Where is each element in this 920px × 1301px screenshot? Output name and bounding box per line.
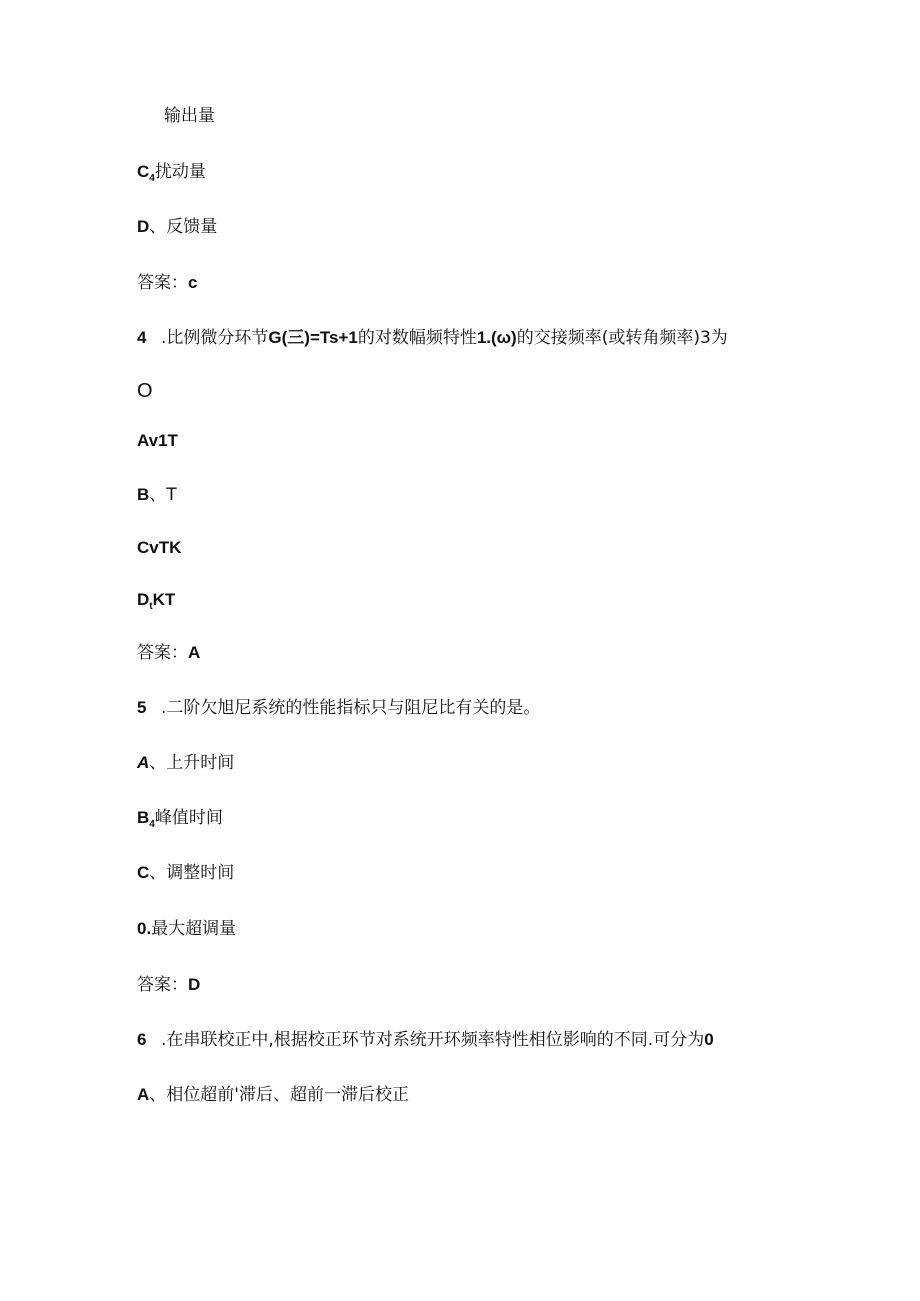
q5-option-a-label: A <box>137 753 150 772</box>
q6-option-a-text: 、相位超前'滞后、超前一滞后校正 <box>149 1085 409 1105</box>
q3-option-c-label: C <box>137 162 150 181</box>
q4-answer <box>137 642 200 664</box>
q3-option-c-text: 扰动量 <box>154 162 206 182</box>
q3-option-c-sub: 4 <box>149 173 155 184</box>
q3-answer <box>137 272 197 294</box>
q6-option-a-label: A <box>137 1085 150 1104</box>
q3-answer-value: c <box>188 273 198 292</box>
q6-stem-text: .在串联校正中,根据校正环节对系统开环频率特性相位影响的不同.可分为 <box>161 1030 705 1050</box>
q5-option-b-sub: 4 <box>149 819 155 830</box>
q3-answer-prefix: 答案： <box>137 273 188 293</box>
q3-option-d-label: D <box>137 217 150 236</box>
q5-option-d-label: 0. <box>137 919 152 938</box>
q5-option-a-text: 、上升时间 <box>149 753 235 773</box>
q5-option-c <box>137 862 234 884</box>
q4-option-c <box>137 537 181 559</box>
q3-option-b <box>164 105 215 127</box>
q5-number: 5 <box>137 698 147 717</box>
q5-option-d <box>137 918 236 940</box>
q5-stem-text: .二阶欠旭尼系统的性能指标只与阻尼比有关的是。 <box>161 698 541 718</box>
q6-number: 6 <box>137 1030 147 1049</box>
q4-option-b <box>137 484 177 506</box>
q3-option-c <box>137 161 206 186</box>
q5-option-d-text: 最大超调量 <box>151 919 237 939</box>
q5-option-b-label: B <box>137 808 150 827</box>
q4-option-a-text: Av1T <box>137 431 178 450</box>
q4-stem-c: 的交接频率(或转角频率)3为 <box>516 328 728 348</box>
q5-option-c-label: C <box>137 863 150 882</box>
q5-answer-value: D <box>188 975 201 994</box>
q3-option-d-text: 、反馈量 <box>149 217 218 237</box>
q4-blank <box>137 380 153 403</box>
q4-option-d-text: KT <box>152 590 176 609</box>
q4-formula: G(三)=Ts+1 <box>268 328 358 347</box>
q4-stem-b: 的对数幅频特性 <box>357 328 477 348</box>
q4-number: 4 <box>137 328 147 347</box>
q4-option-d-sub: t <box>149 601 153 612</box>
q5-answer <box>137 974 200 996</box>
q5-option-c-text: 、调整时间 <box>149 863 235 883</box>
q4-option-a <box>137 430 178 452</box>
q4-option-c-text: CvTK <box>137 538 182 557</box>
q5-option-b <box>137 807 223 832</box>
q4-option-b-text: 、T <box>149 485 177 505</box>
q4-option-d-label: D <box>137 590 150 609</box>
q6-option-a <box>137 1084 409 1106</box>
q4-stem-a: .比例微分环节 <box>161 328 269 348</box>
q4-option-d <box>137 589 175 614</box>
q5-option-a <box>137 752 234 774</box>
q4-answer-value: A <box>188 643 201 662</box>
q4-blank-mark: O <box>137 380 153 402</box>
q3-option-d <box>137 216 217 238</box>
q4-option-b-label: B <box>137 485 150 504</box>
q5-option-b-text: 峰值时间 <box>154 808 223 828</box>
q5-answer-prefix: 答案： <box>137 975 188 995</box>
q6-stem <box>137 1029 714 1051</box>
q4-formula2: 1.(ω) <box>476 328 517 347</box>
q3-option-b-text: 输出量 <box>164 106 215 126</box>
q4-answer-prefix: 答案： <box>137 643 188 663</box>
q5-stem <box>137 697 540 719</box>
q4-stem <box>137 327 728 349</box>
q6-stem-end: 0 <box>704 1030 714 1049</box>
